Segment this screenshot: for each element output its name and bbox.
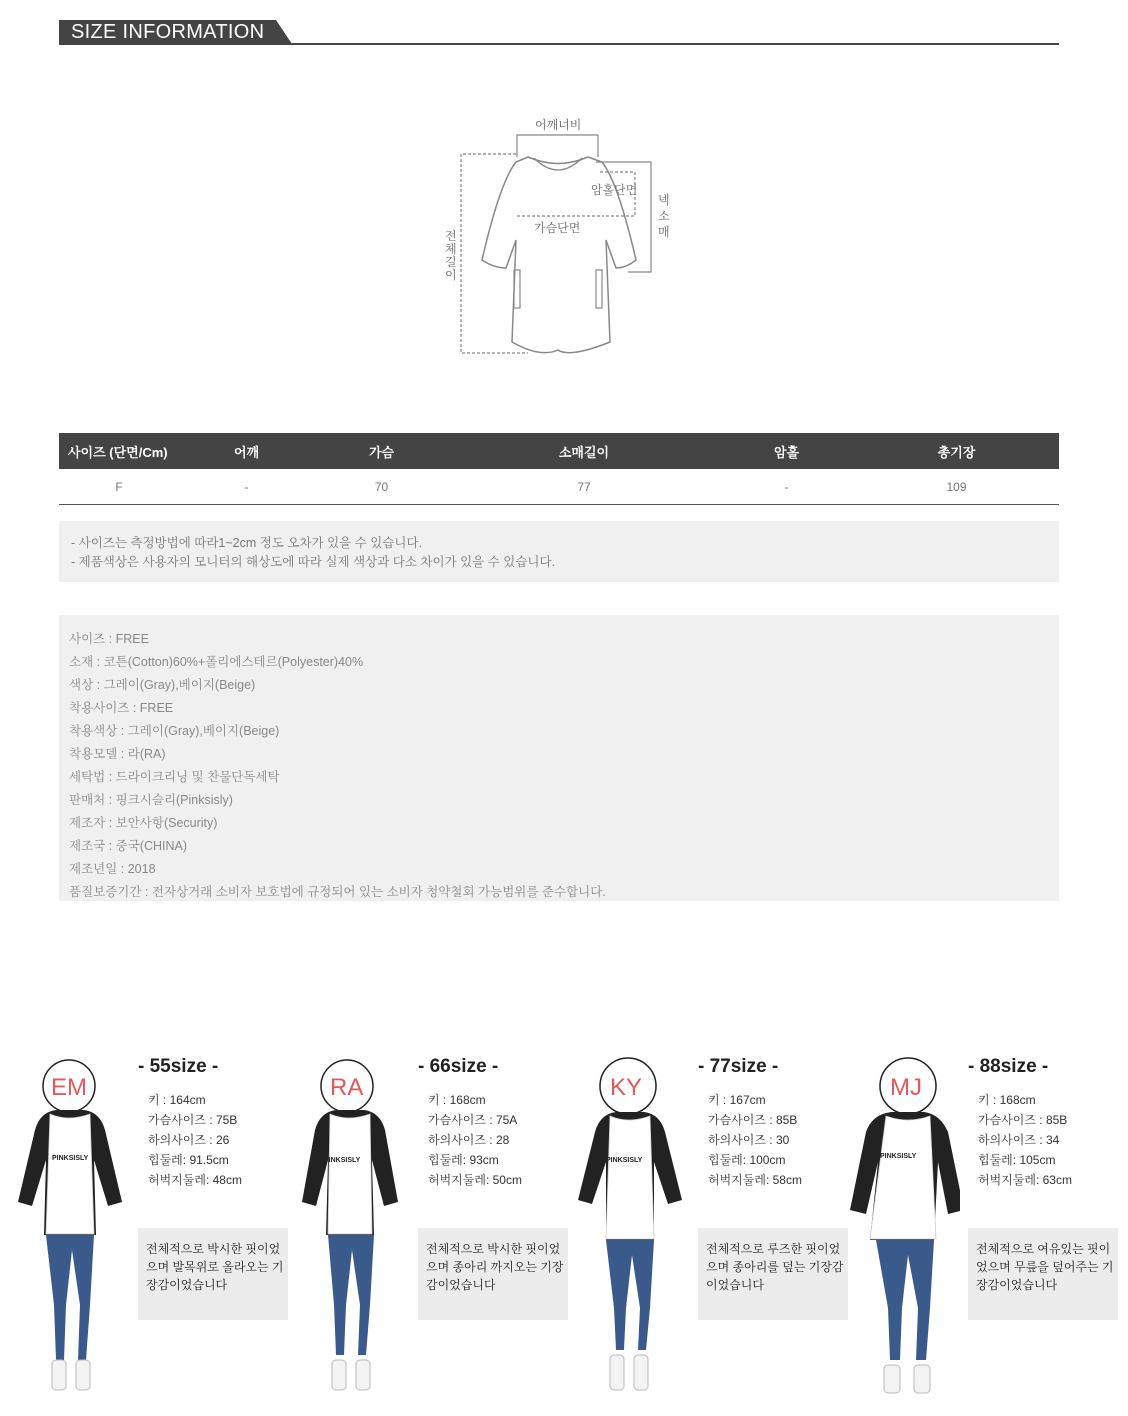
model-stats — [708, 1090, 802, 1190]
shirt-logo: PINKSISLY — [52, 1155, 89, 1162]
model-jeans-lower — [888, 1308, 930, 1360]
model-shoe-right — [634, 1355, 648, 1390]
model-size-title: - 77size - — [698, 1056, 779, 1077]
model-shoe-right — [76, 1360, 90, 1390]
model-fit-comment — [698, 1228, 848, 1320]
note-line: - 제품색상은 사용자의 모니터의 해상도에 따라 실제 색상과 다소 차이가 있을 수 있습니다. — [71, 555, 556, 569]
model-initials: RA — [330, 1074, 364, 1101]
model-photo — [290, 1050, 410, 1405]
cell-sleeve: 77 — [449, 469, 719, 505]
shoulder-label: 어깨너비 — [535, 118, 582, 132]
shoulder-measure-line — [517, 135, 598, 157]
model-shoe-left — [884, 1365, 900, 1393]
model-card — [840, 1050, 1120, 1410]
col-total-length: 총기장 — [854, 433, 1059, 469]
stat-hip: 힙둘레: 105cm — [978, 1153, 1056, 1167]
model-shoe-left — [332, 1360, 346, 1390]
cell-size: F — [59, 469, 179, 505]
comment-line: 전체적으로 여유있는 핏이 — [976, 1242, 1111, 1256]
stat-thigh: 허벅지둘레: 63cm — [978, 1173, 1072, 1187]
comment-line: 장감이었습니다 — [976, 1278, 1058, 1292]
model-size-title: - 88size - — [968, 1056, 1049, 1077]
model-jeans-lower — [614, 1308, 650, 1350]
model-shoe-left — [610, 1355, 624, 1390]
col-armhole: 암홀 — [719, 433, 854, 469]
model-size-title: - 66size - — [418, 1056, 499, 1077]
model-jeans-lower — [334, 1305, 370, 1355]
cell-total-length: 109 — [854, 469, 1059, 505]
neck-sleeve-label-3: 매 — [658, 225, 670, 239]
model-card — [570, 1050, 850, 1410]
stat-thigh: 허벅지둘레: 48cm — [148, 1173, 242, 1187]
model-photo — [570, 1050, 690, 1405]
model-jeans-lower — [54, 1305, 90, 1360]
shirt-body — [46, 1114, 94, 1234]
note-line: - 사이즈는 측정방법에 따라1~2cm 정도 오차가 있을 수 있습니다. — [71, 536, 423, 550]
model-shoe-left — [52, 1360, 66, 1390]
cell-shoulder: - — [179, 469, 314, 505]
table-row — [59, 469, 1059, 505]
model-stats — [428, 1090, 522, 1190]
comment-line: 전체적으로 박시한 핏이었 — [146, 1242, 281, 1256]
comment-line: 으며 발목위로 올라오는 기 — [146, 1260, 284, 1274]
shirt-logo: PINKSISLY — [606, 1157, 643, 1164]
model-initials: KY — [610, 1074, 643, 1101]
spec-washing: 세탁법 : 드라이크리닝 및 찬물단독세탁 — [69, 770, 280, 784]
model-jeans — [606, 1240, 654, 1308]
model-shoe-right — [356, 1360, 370, 1390]
product-specs — [59, 615, 1059, 901]
garment-size-diagram — [420, 110, 710, 370]
model-card — [290, 1050, 570, 1410]
spec-model: 착용모델 : 라(RA) — [69, 747, 166, 761]
spec-worn-size: 착용사이즈 : FREE — [69, 701, 174, 715]
comment-line: 으며 종아리를 덮는 기장감 — [706, 1260, 844, 1274]
armhole-label: 암홀단면 — [591, 183, 638, 197]
model-initials: MJ — [890, 1074, 922, 1101]
model-initials: EM — [51, 1074, 87, 1101]
shirt-logo: PINKSISLY — [880, 1153, 917, 1160]
col-size: 사이즈 (단면/Cm) — [59, 433, 179, 469]
model-stats — [148, 1090, 242, 1190]
table-header-row — [59, 433, 1059, 469]
stat-height: 키 : 168cm — [428, 1093, 486, 1107]
stat-bust: 가슴사이즈 : 85B — [708, 1113, 798, 1127]
stat-hip: 힙둘레: 100cm — [708, 1153, 786, 1167]
stat-bottom: 하의사이즈 : 30 — [708, 1133, 790, 1147]
neck-sleeve-label-1: 넥 — [658, 193, 670, 207]
shirt-body — [328, 1114, 372, 1234]
comment-line: 장감이었습니다 — [146, 1278, 228, 1292]
cell-armhole: - — [719, 469, 854, 505]
shirt-logo: PINKSISLY — [324, 1157, 361, 1164]
stat-height: 키 : 167cm — [708, 1093, 766, 1107]
stat-bottom: 하의사이즈 : 34 — [978, 1133, 1060, 1147]
comment-line: 전체적으로 루즈한 핏이었 — [706, 1242, 841, 1256]
cell-chest: 70 — [314, 469, 449, 505]
model-fit-comment — [968, 1228, 1118, 1320]
section-header — [59, 20, 1059, 46]
comment-line: 전체적으로 박시한 핏이었 — [426, 1242, 561, 1256]
stat-height: 키 : 164cm — [148, 1093, 206, 1107]
stat-hip: 힙둘레: 93cm — [428, 1153, 499, 1167]
spec-year: 제조년일 : 2018 — [69, 862, 156, 876]
stat-bottom: 하의사이즈 : 26 — [148, 1133, 230, 1147]
spec-country: 제조국 : 중국(CHINA) — [69, 839, 188, 853]
model-fit-comment — [418, 1228, 568, 1320]
neck-sleeve-label-2: 소 — [658, 209, 670, 223]
header-tab-slant — [274, 20, 292, 45]
spec-manufacturer: 제조자 : 보안사항(Security) — [69, 816, 218, 830]
spec-warranty: 품질보증기간 : 전자상거래 소비자 보호법에 규정되어 있는 소비자 청약철회 가능범위를 준수합니다. — [69, 885, 606, 899]
col-shoulder: 어깨 — [179, 433, 314, 469]
col-sleeve: 소매길이 — [449, 433, 719, 469]
stat-hip: 힙둘레: 91.5cm — [148, 1153, 229, 1167]
total-length-label-2: 체 — [445, 242, 457, 256]
spec-color: 색상 : 그레이(Gray),베이지(Beige) — [69, 678, 256, 692]
model-card — [10, 1050, 290, 1410]
comment-line: 감이었습니다 — [426, 1278, 496, 1292]
stat-bottom: 하의사이즈 : 28 — [428, 1133, 510, 1147]
total-length-label-4: 이 — [445, 268, 457, 282]
model-photo — [10, 1050, 130, 1405]
stat-thigh: 허벅지둘레: 58cm — [708, 1173, 802, 1187]
spec-size: 사이즈 : FREE — [69, 632, 149, 646]
stat-bust: 가슴사이즈 : 75B — [148, 1113, 238, 1127]
model-fit-comment — [138, 1228, 288, 1320]
comment-line: 이었습니다 — [706, 1278, 764, 1292]
stat-bust: 가슴사이즈 : 75A — [428, 1113, 518, 1127]
stat-height: 키 : 168cm — [978, 1093, 1036, 1107]
spec-seller: 판매처 : 핑크시슬리(Pinksisly) — [69, 793, 233, 807]
model-stats — [978, 1090, 1072, 1190]
stat-thigh: 허벅지둘레: 50cm — [428, 1173, 522, 1187]
comment-line: 었으며 무릎을 덮어주는 기 — [976, 1260, 1114, 1274]
size-table — [59, 433, 1059, 505]
comment-line: 으며 종아리 까지오는 기장 — [426, 1260, 564, 1274]
total-length-label-1: 전 — [445, 229, 457, 243]
spec-worn-color: 착용색상 : 그레이(Gray),베이지(Beige) — [69, 724, 280, 738]
model-photo — [840, 1050, 960, 1405]
model-jeans — [328, 1235, 374, 1305]
model-size-title: - 55size - — [138, 1056, 219, 1077]
total-length-label-3: 길 — [445, 255, 457, 269]
size-notes — [59, 521, 1059, 582]
model-jeans — [876, 1240, 934, 1308]
model-shoe-right — [914, 1365, 930, 1393]
chest-label: 가슴단면 — [534, 221, 581, 235]
col-chest: 가슴 — [314, 433, 449, 469]
stat-bust: 가슴사이즈 : 85B — [978, 1113, 1068, 1127]
model-jeans — [46, 1235, 94, 1305]
shirt-body — [606, 1116, 654, 1239]
spec-material: 소재 : 코튼(Cotton)60%+폴리에스테르(Polyester)40% — [69, 655, 364, 669]
section-title: SIZE INFORMATION — [59, 20, 275, 44]
